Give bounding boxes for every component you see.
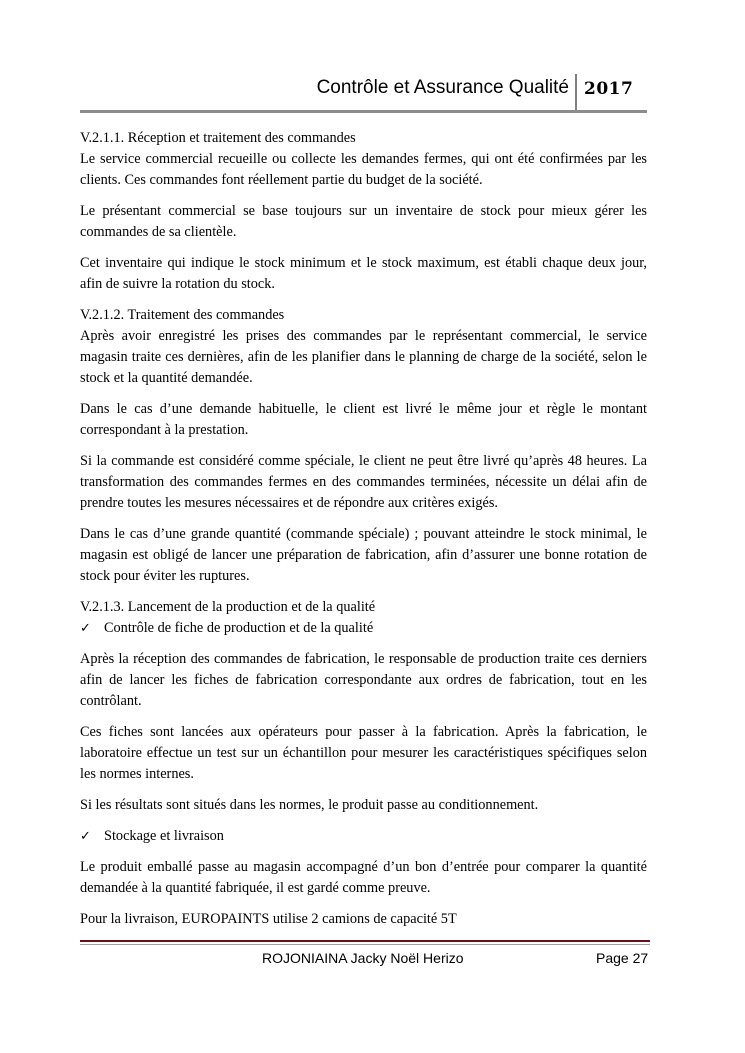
paragraph: Pour la livraison, EUROPAINTS utilise 2 camions de capacité 5T: [80, 911, 457, 927]
checklist-item-label: Stockage et livraison: [104, 828, 224, 844]
header-title: Contrôle et Assurance Qualité: [316, 77, 569, 98]
paragraph: Si la commande est considéré comme spéciale, le client ne peut être livré qu’après 48 heures. La transformation des commandes fermes en des commandes terminées, nécessite un délai afin de prendre toutes les mesures nécessaires et de répondre aux critères exigés.: [80, 453, 647, 511]
footer-author: ROJONIAINA Jacky Noël Herizo: [262, 950, 464, 966]
header-rule: [80, 110, 647, 113]
section-heading: V.2.1.2. Traitement des commandes: [80, 307, 285, 323]
paragraph: Le présentant commercial se base toujours sur un inventaire de stock pour mieux gérer les commandes de sa clientèle.: [80, 203, 647, 240]
paragraph: Après avoir enregistré les prises des commandes par le représentant commercial, le service magasin traite ces dernières, afin de les planifier dans le planning de charge de la société, selon le stock et la quantité demandée.: [80, 328, 647, 386]
checkmark-icon: ✓: [80, 829, 91, 844]
paragraph: Après la réception des commandes de fabrication, le responsable de production traite ces derniers afin de lancer les fiches de fabrication correspondante aux ordres de fabrication, tout en les contrôlant.: [80, 651, 647, 709]
paragraph: Le service commercial recueille ou collecte les demandes fermes, qui ont été confirmées par les clients. Ces commandes font réellement partie du budget de la société.: [80, 151, 647, 188]
paragraph: Si les résultats sont situés dans les normes, le produit passe au conditionnement.: [80, 797, 539, 813]
paragraph: Dans le cas d’une grande quantité (commande spéciale) ; pouvant atteindre le stock minimal, le magasin est obligé de lancer une préparation de fabrication, afin d’assurer une bonne rotation de stock pour éviter les ruptures.: [80, 526, 647, 584]
checklist-item-label: Contrôle de fiche de production et de la qualité: [104, 620, 374, 636]
paragraph: Dans le cas d’une demande habituelle, le client est livré le même jour et règle le montant correspondant à la prestation.: [80, 401, 647, 438]
section-heading: V.2.1.1. Réception et traitement des commandes: [80, 130, 356, 146]
footer-rule-thin: [80, 944, 650, 945]
checklist-item: [80, 826, 647, 847]
checkmark-icon: ✓: [80, 621, 91, 636]
header-separator: [575, 74, 577, 110]
page-number: Page 27: [596, 950, 649, 966]
paragraph: Cet inventaire qui indique le stock minimum et le stock maximum, est établi chaque deux jour, afin de suivre la rotation du stock.: [80, 255, 647, 292]
paragraph: Le produit emballé passe au magasin accompagné d’un bon d’entrée pour comparer la quantité demandée à la quantité fabriquée, il est gardé comme preuve.: [80, 859, 647, 896]
document-body: [80, 128, 647, 940]
section-heading: V.2.1.3. Lancement de la production et de la qualité: [80, 599, 376, 615]
page-header: [80, 74, 647, 110]
footer-rule: [80, 940, 650, 942]
header-year: 2017: [584, 79, 634, 99]
checklist-item: [80, 618, 647, 639]
paragraph: Ces fiches sont lancées aux opérateurs pour passer à la fabrication. Après la fabrication, le laboratoire effectue un test sur un échantillon pour mesurer les caractéristiques spécifiques selon les normes internes.: [80, 724, 647, 782]
